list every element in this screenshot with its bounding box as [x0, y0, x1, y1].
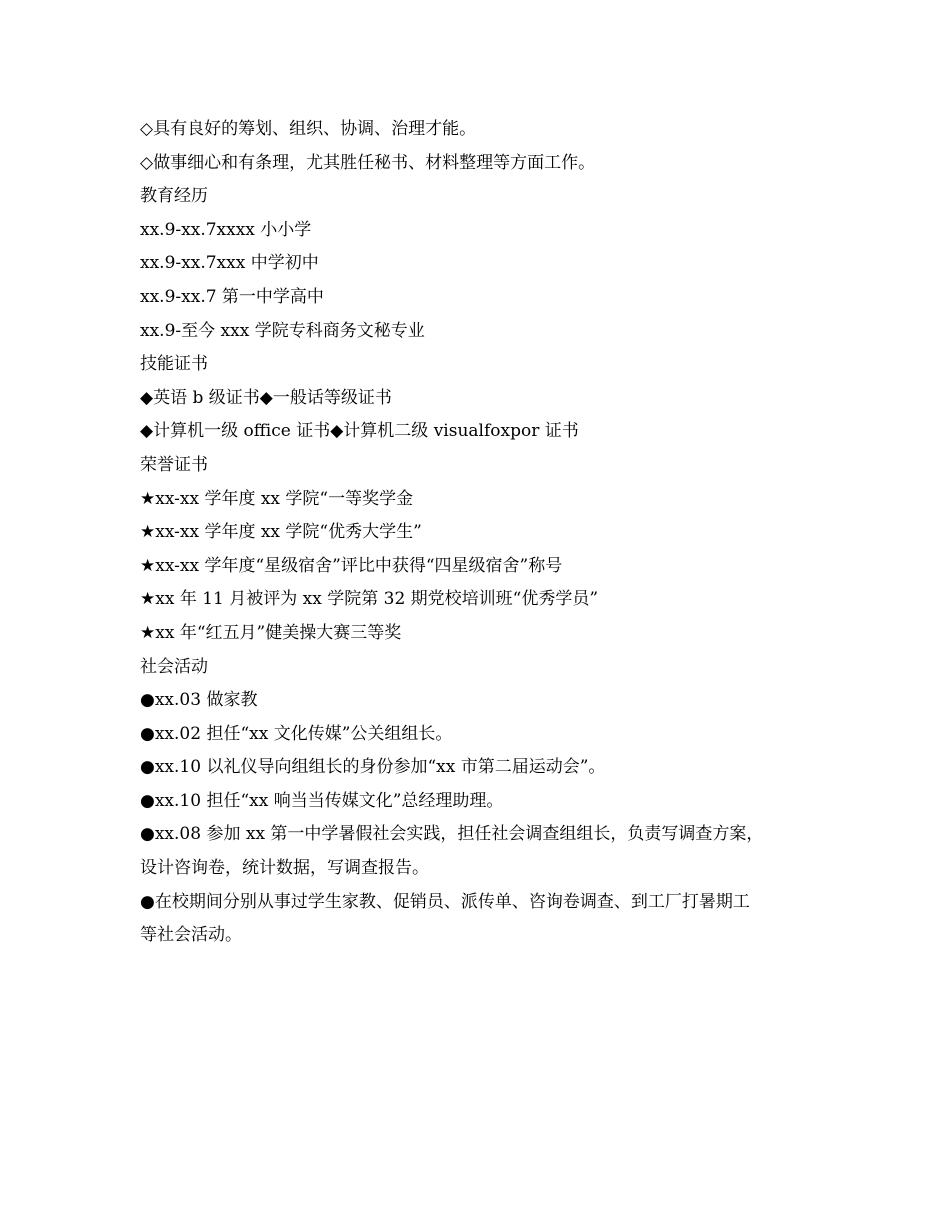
education-item-junior: xx.9-xx.7xxx 中学初中: [140, 253, 319, 274]
activity-item-part-time-cont: 等社会活动。: [140, 925, 242, 946]
education-item-senior: xx.9-xx.7 第一中学高中: [140, 286, 324, 307]
honor-item-dormitory: ★xx-xx 学年度“星级宿舍”评比中获得“四星级宿舍”称号: [140, 555, 563, 576]
activity-item-pr-leader: ●xx.02 担任“xx 文化传媒”公关组组长。: [140, 723, 453, 744]
section-heading-education: 教育经历: [140, 186, 208, 207]
activity-item-part-time: ●在校期间分别从事过学生家教、促销员、派传单、咨询卷调查、到工厂打暑期工: [140, 891, 750, 912]
honor-item-scholarship: ★xx-xx 学年度 xx 学院“一等奖学金: [140, 488, 414, 509]
section-heading-honors: 荣誉证书: [140, 454, 208, 475]
activity-item-tutor: ●xx.03 做家教: [140, 690, 258, 711]
honor-item-excellent-student: ★xx-xx 学年度 xx 学院“优秀大学生”: [140, 522, 422, 543]
resume-content: [140, 113, 840, 953]
skill-line-planning: ◇具有良好的筹划、组织、协调、治理才能。: [140, 119, 477, 139]
section-heading-activities: 社会活动: [140, 656, 208, 677]
education-item-college: xx.9-至今 xxx 学院专科商务文秘专业: [140, 320, 425, 341]
activity-item-social-practice-cont: 设计咨询卷，统计数据，写调查报告。: [140, 858, 429, 879]
honor-item-aerobics: ★xx 年“红五月”健美操大赛三等奖: [140, 622, 402, 643]
section-heading-certificates: 技能证书: [140, 354, 208, 375]
certificate-item-language: ◆英语 b 级证书◆一般话等级证书: [140, 387, 392, 408]
honor-item-party-school: ★xx 年 11 月被评为 xx 学院第 32 期党校培训班“优秀学员”: [140, 589, 599, 610]
activity-item-assistant: ●xx.10 担任“xx 响当当传媒文化”总经理助理。: [140, 790, 504, 811]
activity-item-social-practice: ●xx.08 参加 xx 第一中学暑假社会实践，担任社会调查组组长，负责写调查方案，: [140, 824, 764, 845]
education-item-primary: xx.9-xx.7xxxx 小小学: [140, 219, 312, 240]
certificate-item-computer: ◆计算机一级 office 证书◆计算机二级 visualfoxpor 证书: [140, 421, 579, 442]
skill-line-detail: ◇做事细心和有条理，尤其胜任秘书、材料整理等方面工作。: [140, 152, 596, 173]
activity-item-sports-games: ●xx.10 以礼仪导向组组长的身份参加“xx 市第二届运动会”。: [140, 757, 606, 778]
